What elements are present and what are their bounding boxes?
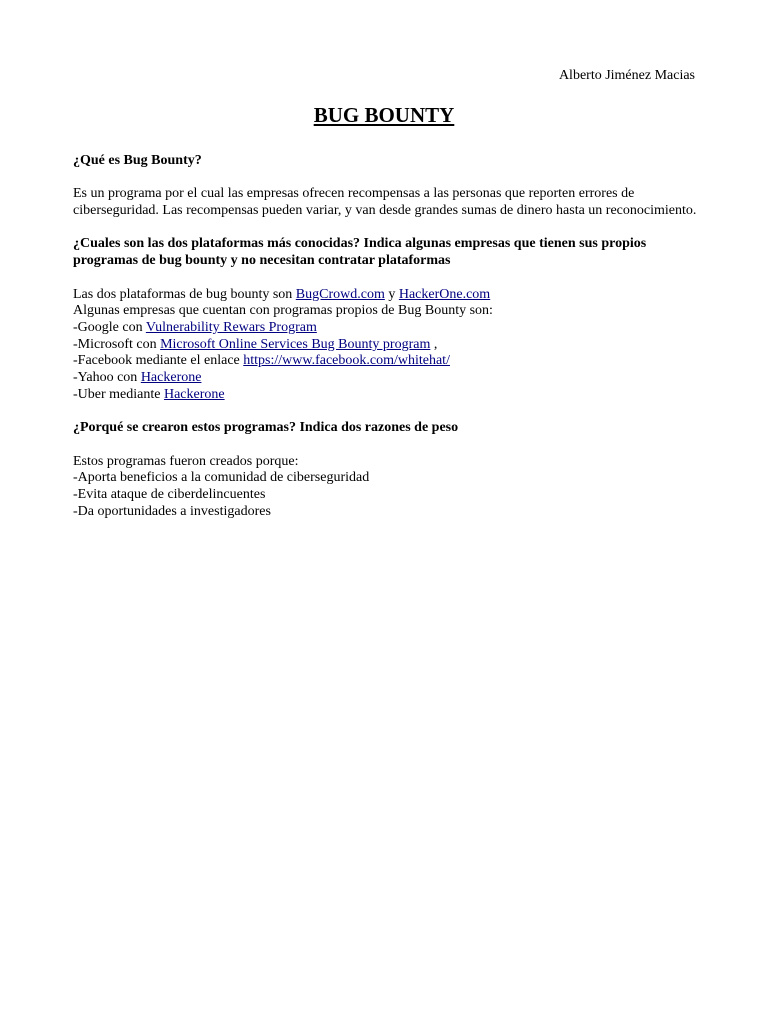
reason-item: -Da oportunidades a investigadores bbox=[73, 503, 271, 519]
reason-item: -Evita ataque de ciberdelincuentes bbox=[73, 486, 266, 502]
answer-what-is-bug-bounty: Es un programa por el cual las empresas ofrecen recompensas a las personas que reporten errores de ciberseguridad. Las recompensas pueden variar, y van desde grandes sumas de dinero hasta un reconocimiento. bbox=[73, 186, 697, 219]
spacer bbox=[73, 270, 698, 287]
spacer bbox=[73, 220, 698, 237]
spacer bbox=[73, 437, 698, 454]
microsoft-suffix: , bbox=[430, 336, 438, 352]
google-line bbox=[73, 320, 698, 337]
document-body bbox=[73, 153, 698, 520]
uber-prefix: -Uber mediante bbox=[73, 386, 164, 402]
platforms-line bbox=[73, 287, 698, 304]
companies-intro: Algunas empresas que cuentan con programas propios de Bug Bounty son: bbox=[73, 303, 493, 319]
author-name: Alberto Jiménez Macias bbox=[558, 68, 695, 83]
facebook-prefix: -Facebook mediante el enlace bbox=[73, 353, 244, 369]
yahoo-hackerone-link[interactable]: Hackerone bbox=[140, 370, 202, 386]
platforms-and: y bbox=[384, 286, 399, 302]
microsoft-line bbox=[73, 337, 698, 354]
question-what-is-bug-bounty: ¿Qué es Bug Bounty? bbox=[73, 153, 202, 168]
spacer bbox=[73, 170, 698, 187]
google-prefix: -Google con bbox=[73, 319, 146, 335]
bugcrowd-link[interactable]: BugCrowd.com bbox=[295, 286, 385, 302]
question-why-created: ¿Porqué se crearon estos programas? Indica dos razones de peso bbox=[73, 420, 459, 436]
uber-line bbox=[73, 387, 698, 404]
microsoft-prefix: -Microsoft con bbox=[73, 336, 161, 352]
question-platforms: ¿Cuales son las dos plataformas más conocidas? Indica algunas empresas que tienen sus propios programas de bug bounty y no necesitan contratar plataformas bbox=[73, 236, 647, 269]
microsoft-program-link[interactable]: Microsoft Online Services Bug Bounty program bbox=[160, 336, 431, 352]
uber-hackerone-link[interactable]: Hackerone bbox=[163, 386, 225, 402]
facebook-whitehat-link[interactable]: https://www.facebook.com/whitehat/ bbox=[243, 353, 450, 369]
document-title: BUG BOUNTY bbox=[313, 103, 455, 127]
platforms-intro: Las dos plataformas de bug bounty son bbox=[73, 286, 296, 302]
spacer bbox=[73, 404, 698, 421]
google-program-link[interactable]: Vulnerability Rewars Program bbox=[145, 319, 317, 335]
yahoo-prefix: -Yahoo con bbox=[73, 370, 141, 386]
hackerone-link[interactable]: HackerOne.com bbox=[398, 286, 491, 302]
reasons-intro: Estos programas fueron creados porque: bbox=[73, 453, 299, 469]
reason-item: -Aporta beneficios a la comunidad de ciberseguridad bbox=[73, 470, 370, 486]
yahoo-line bbox=[73, 370, 698, 387]
facebook-line bbox=[73, 353, 698, 370]
